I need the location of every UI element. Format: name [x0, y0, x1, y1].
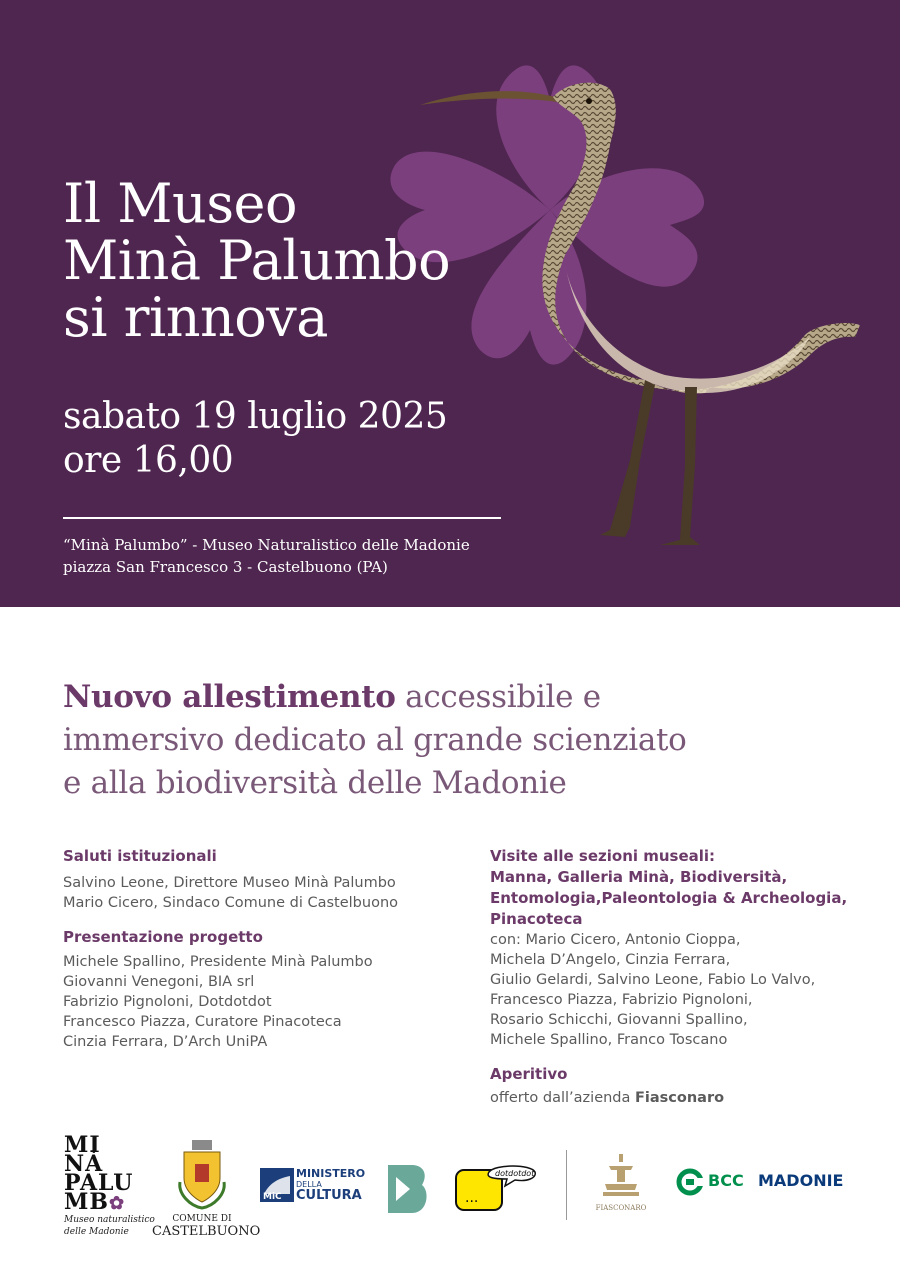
coat-of-arms-icon: [174, 1138, 230, 1210]
presentazione-item: Fabrizio Pignoloni, Dotdotdot: [63, 994, 272, 1010]
curlew-bird-image: [415, 75, 865, 555]
visite-heading: Manna, Galleria Minà, Biodiversità,: [490, 868, 788, 886]
aperitivo-heading: Aperitivo: [490, 1065, 568, 1083]
fountain-icon: [601, 1152, 641, 1198]
presentazione-item: Michele Spallino, Presidente Minà Palumbo: [63, 954, 373, 970]
svg-text:dotdotdot: dotdotdot: [495, 1169, 535, 1178]
divider: [63, 517, 501, 519]
mina-palumbo-logo: MI NÀ PALU MB✿ Museo naturalistico delle Madonie: [64, 1132, 155, 1237]
svg-text:MiC: MiC: [263, 1192, 282, 1202]
svg-text:...: ...: [465, 1190, 479, 1206]
title-line-3: si rinnova: [63, 286, 328, 349]
visite-item: Michele Spallino, Franco Toscano: [490, 1032, 728, 1048]
bia-logo: [386, 1163, 430, 1215]
bcc-mark-icon: [676, 1168, 704, 1196]
saluti-heading: Saluti istituzionali: [63, 847, 217, 865]
mic-emblem-icon: [260, 1168, 294, 1202]
dotdotdot-logo: [455, 1164, 537, 1214]
presentazione-item: Cinzia Ferrara, D’Arch UniPA: [63, 1034, 268, 1050]
visite-item: Michela D’Angelo, Cinzia Ferrara,: [490, 952, 731, 968]
bcc-madonie-logo: BCC MADONIE: [676, 1168, 856, 1198]
event-title: [63, 172, 451, 349]
visite-item: Rosario Schicchi, Giovanni Spallino,: [490, 1012, 748, 1028]
saluti-item: Mario Cicero, Sindaco Comune di Castelbuono: [63, 895, 399, 911]
aperitivo-text: offerto dall’azienda Fiasconaro: [490, 1090, 725, 1106]
visite-item: con: Mario Cicero, Antonio Cioppa,: [490, 932, 741, 948]
lead-line-3: e alla biodiversità delle Madonie: [63, 765, 567, 801]
title-line-2: Minà Palumbo: [63, 229, 451, 292]
lead-line-1-rest: accessibile e: [395, 679, 601, 715]
logo-separator: [566, 1150, 567, 1220]
visite-item: Giulio Gelardi, Salvino Leone, Fabio Lo Valvo,: [490, 972, 816, 988]
visite-heading: Pinacoteca: [490, 910, 583, 928]
speech-bubble-icon: [455, 1164, 537, 1214]
visite-heading: Visite alle sezioni museali:: [490, 847, 716, 865]
program-left-column: [63, 846, 398, 1052]
lead-bold: Nuovo allestimento: [63, 679, 396, 715]
ministero-cultura-logo: MiC MINISTERO DELLA CULTURA: [260, 1168, 370, 1208]
hero-banner: [0, 0, 900, 607]
event-time: ore 16,00: [63, 440, 234, 481]
venue-name: “Minà Palumbo” - Museo Naturalistico delle Madonie: [63, 536, 470, 554]
event-location: [63, 534, 470, 578]
presentazione-item: Giovanni Venegoni, BIA srl: [63, 974, 255, 990]
aperitivo-brand: Fiasconaro: [635, 1090, 725, 1106]
comune-castelbuono-logo: COMUNE DI CASTELBUONO: [152, 1138, 252, 1239]
saluti-item: Salvino Leone, Direttore Museo Minà Palumbo: [63, 875, 396, 891]
lead-line-2: immersivo dedicato al grande scienziato: [63, 722, 687, 758]
visite-item: Francesco Piazza, Fabrizio Pignoloni,: [490, 992, 753, 1008]
venue-address: piazza San Francesco 3 - Castelbuono (PA): [63, 558, 388, 576]
title-line-1: Il Museo: [63, 172, 298, 235]
program-right-column: [490, 846, 847, 1108]
flower-icon: ✿: [108, 1193, 126, 1214]
bia-mark-icon: [386, 1163, 430, 1215]
fiasconaro-logo: FIASCONARO: [590, 1152, 652, 1212]
sponsor-logos: [0, 1130, 900, 1273]
visite-heading: Entomologia,Paleontologia & Archeologia,: [490, 889, 848, 907]
event-datetime: [63, 395, 447, 483]
lead-text: [63, 676, 863, 805]
presentazione-item: Francesco Piazza, Curatore Pinacoteca: [63, 1014, 342, 1030]
event-date: sabato 19 luglio 2025: [63, 396, 448, 437]
presentazione-heading: Presentazione progetto: [63, 928, 263, 946]
